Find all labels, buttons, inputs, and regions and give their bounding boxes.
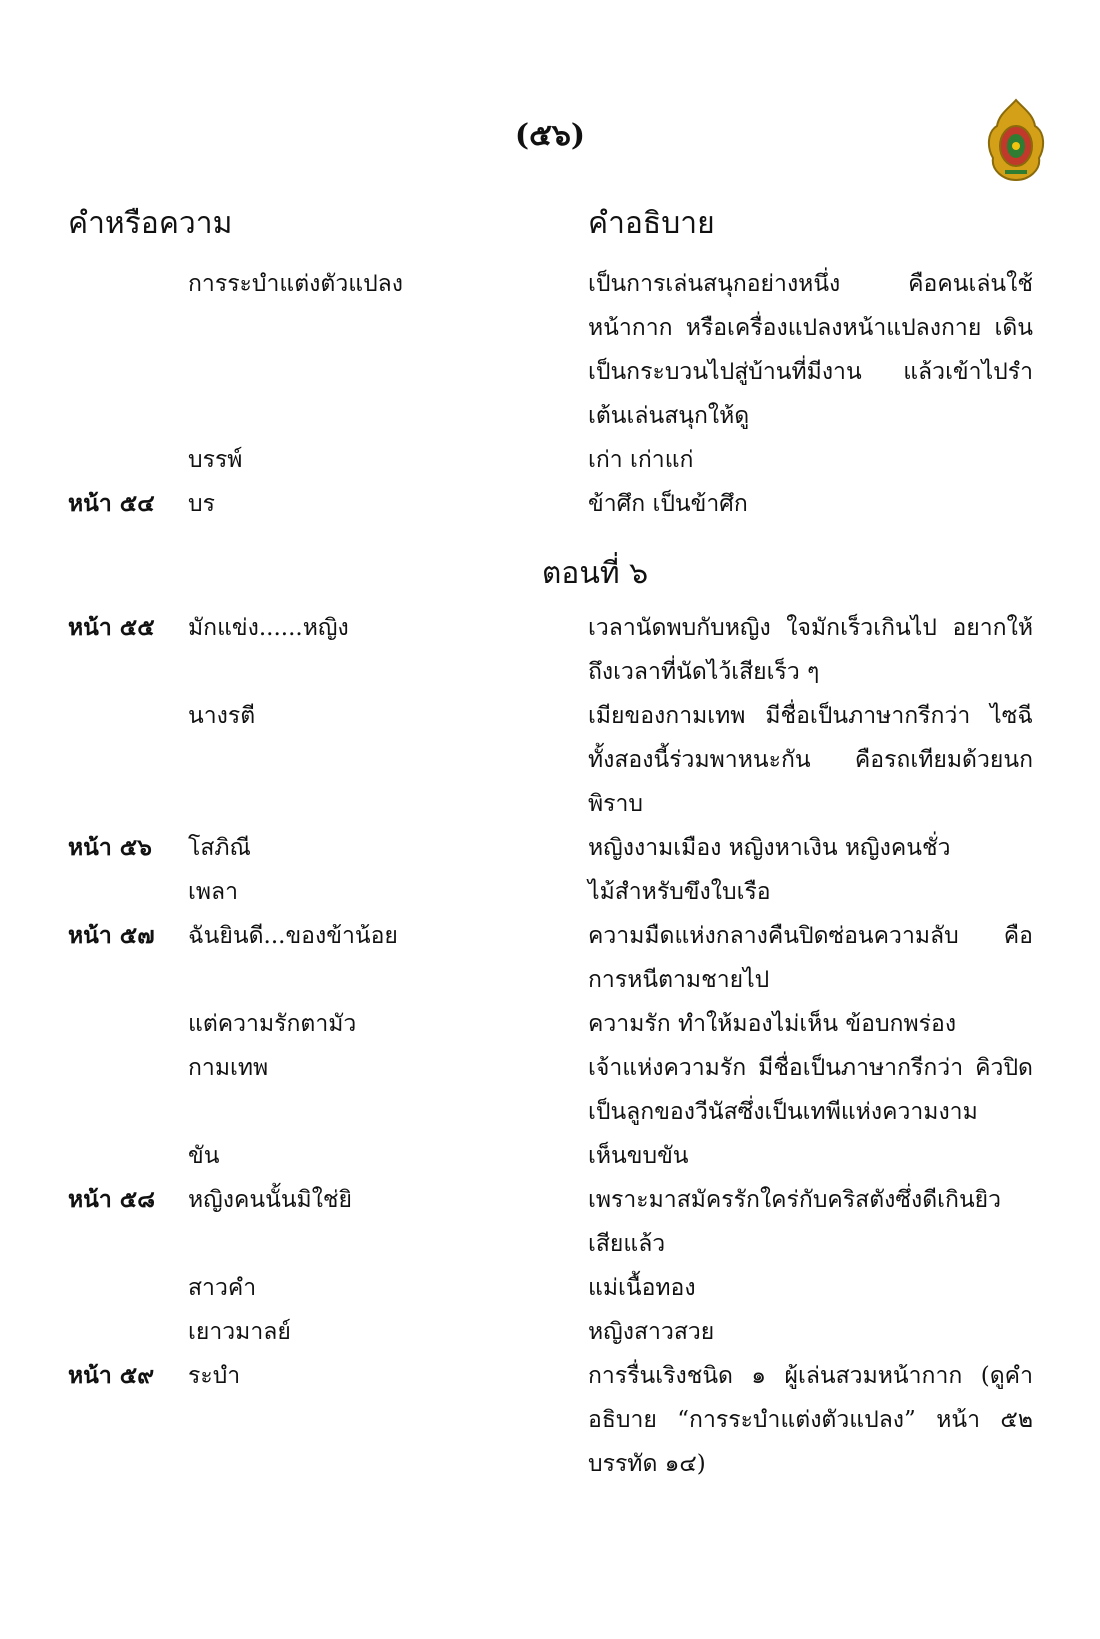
glossary-definition: เพราะมาสมัครรักใคร่กับคริสตังซึ่งดีเกินยิวเสียแล้ว xyxy=(588,1187,1002,1257)
glossary-definition: เมียของกามเทพ มีชื่อเป็นภาษากรีกว่า ไซฉี ทั้งสองนี้ร่วมพาหนะกัน คือรถเทียมด้วยนกพิราบ xyxy=(588,703,1033,817)
glossary-list xyxy=(0,262,1100,1486)
glossary-term: กามเทพ xyxy=(188,1055,269,1081)
glossary-entry xyxy=(0,1134,1100,1178)
glossary-entry xyxy=(0,1046,1100,1134)
glossary-entry xyxy=(0,1354,1100,1486)
page-reference xyxy=(68,1310,188,1354)
column-header-definition: คำอธิบาย xyxy=(588,206,715,241)
thai-emblem-icon xyxy=(985,98,1047,182)
glossary-term: บรรพ์ xyxy=(188,447,243,473)
glossary-term: หญิงคนนั้นมิใช่ยิ xyxy=(188,1187,353,1213)
glossary-entry xyxy=(0,1002,1100,1046)
glossary-entry xyxy=(0,438,1100,482)
glossary-entry xyxy=(0,606,1100,694)
glossary-term: มักแข่ง......หญิง xyxy=(188,615,349,641)
glossary-definition: ข้าศึก เป็นข้าศึก xyxy=(588,491,748,517)
glossary-definition: หญิงสาวสวย xyxy=(588,1319,715,1345)
glossary-entry xyxy=(0,1310,1100,1354)
glossary-definition: เวลานัดพบกับหญิง ใจมักเร็วเกินไป อยากให้ถึงเวลาที่นัดไว้เสียเร็ว ๆ xyxy=(588,615,1033,685)
glossary-definition: การรื่นเริงชนิด ๑ ผู้เล่นสวมหน้ากาก (ดูคำอธิบาย “การระบำแต่งตัวแปลง” หน้า ๕๒ บรรทัด ๑๔) xyxy=(588,1363,1033,1477)
glossary-term: ขัน xyxy=(188,1143,220,1169)
column-header-term: คำหรือความ xyxy=(68,206,233,241)
page-reference xyxy=(68,1046,188,1134)
glossary-term: เยาวมาลย์ xyxy=(188,1319,291,1345)
page-reference xyxy=(68,694,188,826)
glossary-term: บร xyxy=(188,491,215,517)
glossary-definition: หญิงงามเมือง หญิงหาเงิน หญิงคนชั่ว xyxy=(588,835,951,861)
glossary-entry xyxy=(0,826,1100,870)
page-reference: หน้า ๕๗ xyxy=(68,922,155,949)
page-reference xyxy=(68,1266,188,1310)
page-reference: หน้า ๕๕ xyxy=(68,614,155,641)
glossary-definition: เก่า เก่าแก่ xyxy=(588,447,694,473)
glossary-term: ระบำ xyxy=(188,1363,241,1389)
glossary-term: การระบำแต่งตัวแปลง xyxy=(188,271,404,297)
glossary-term: โสภิณี xyxy=(188,835,251,861)
glossary-definition: ไม้สำหรับขึงใบเรือ xyxy=(588,879,771,905)
page-reference xyxy=(68,438,188,482)
glossary-entry xyxy=(0,1266,1100,1310)
glossary-definition: ความรัก ทำให้มองไม่เห็น ข้อบกพร่อง xyxy=(588,1011,957,1037)
glossary-definition: เจ้าแห่งความรัก มีชื่อเป็นภาษากรีกว่า คิวปิด เป็นลูกของวีนัสซึ่งเป็นเทพีแห่งความงาม xyxy=(588,1055,1033,1125)
page-reference: หน้า ๕๖ xyxy=(68,834,152,861)
glossary-entry xyxy=(0,262,1100,438)
glossary-definition: เป็นการเล่นสนุกอย่างหนึ่ง คือคนเล่นใช้หน้ากาก หรือเครื่องแปลงหน้าแปลงกาย เดินเป็นกระบวนไปสู่บ้านที่มีงาน แล้วเข้าไปรำเต้นเล่นสนุกให้ดู xyxy=(588,271,1033,429)
glossary-term: ฉันยินดี...ของข้าน้อย xyxy=(188,923,398,949)
page-reference: หน้า ๕๙ xyxy=(68,1362,155,1389)
glossary-term: แต่ความรักตามัว xyxy=(188,1011,357,1037)
page-reference xyxy=(68,1134,188,1178)
page-reference: หน้า ๕๔ xyxy=(68,490,155,517)
glossary-definition: แม่เนื้อทอง xyxy=(588,1275,696,1301)
glossary-term: นางรตี xyxy=(188,703,256,729)
page-reference xyxy=(68,870,188,914)
glossary-term: เพลา xyxy=(188,879,239,905)
page-reference: หน้า ๕๘ xyxy=(68,1186,155,1213)
glossary-entry xyxy=(0,694,1100,826)
glossary-entry xyxy=(0,482,1100,526)
glossary-term: สาวคำ xyxy=(188,1275,257,1301)
glossary-definition: เห็นขบขัน xyxy=(588,1143,689,1169)
glossary-entry xyxy=(0,914,1100,1002)
page-number: (๕๖) xyxy=(514,118,586,153)
glossary-definition: ความมืดแห่งกลางคืนปิดซ่อนความลับ คือการหนีตามชายไป xyxy=(588,923,1033,993)
page-reference xyxy=(68,262,188,438)
glossary-entry xyxy=(0,1178,1100,1266)
glossary-entry xyxy=(0,870,1100,914)
page-reference xyxy=(68,1002,188,1046)
section-title: ตอนที่ ๖ xyxy=(541,556,649,591)
